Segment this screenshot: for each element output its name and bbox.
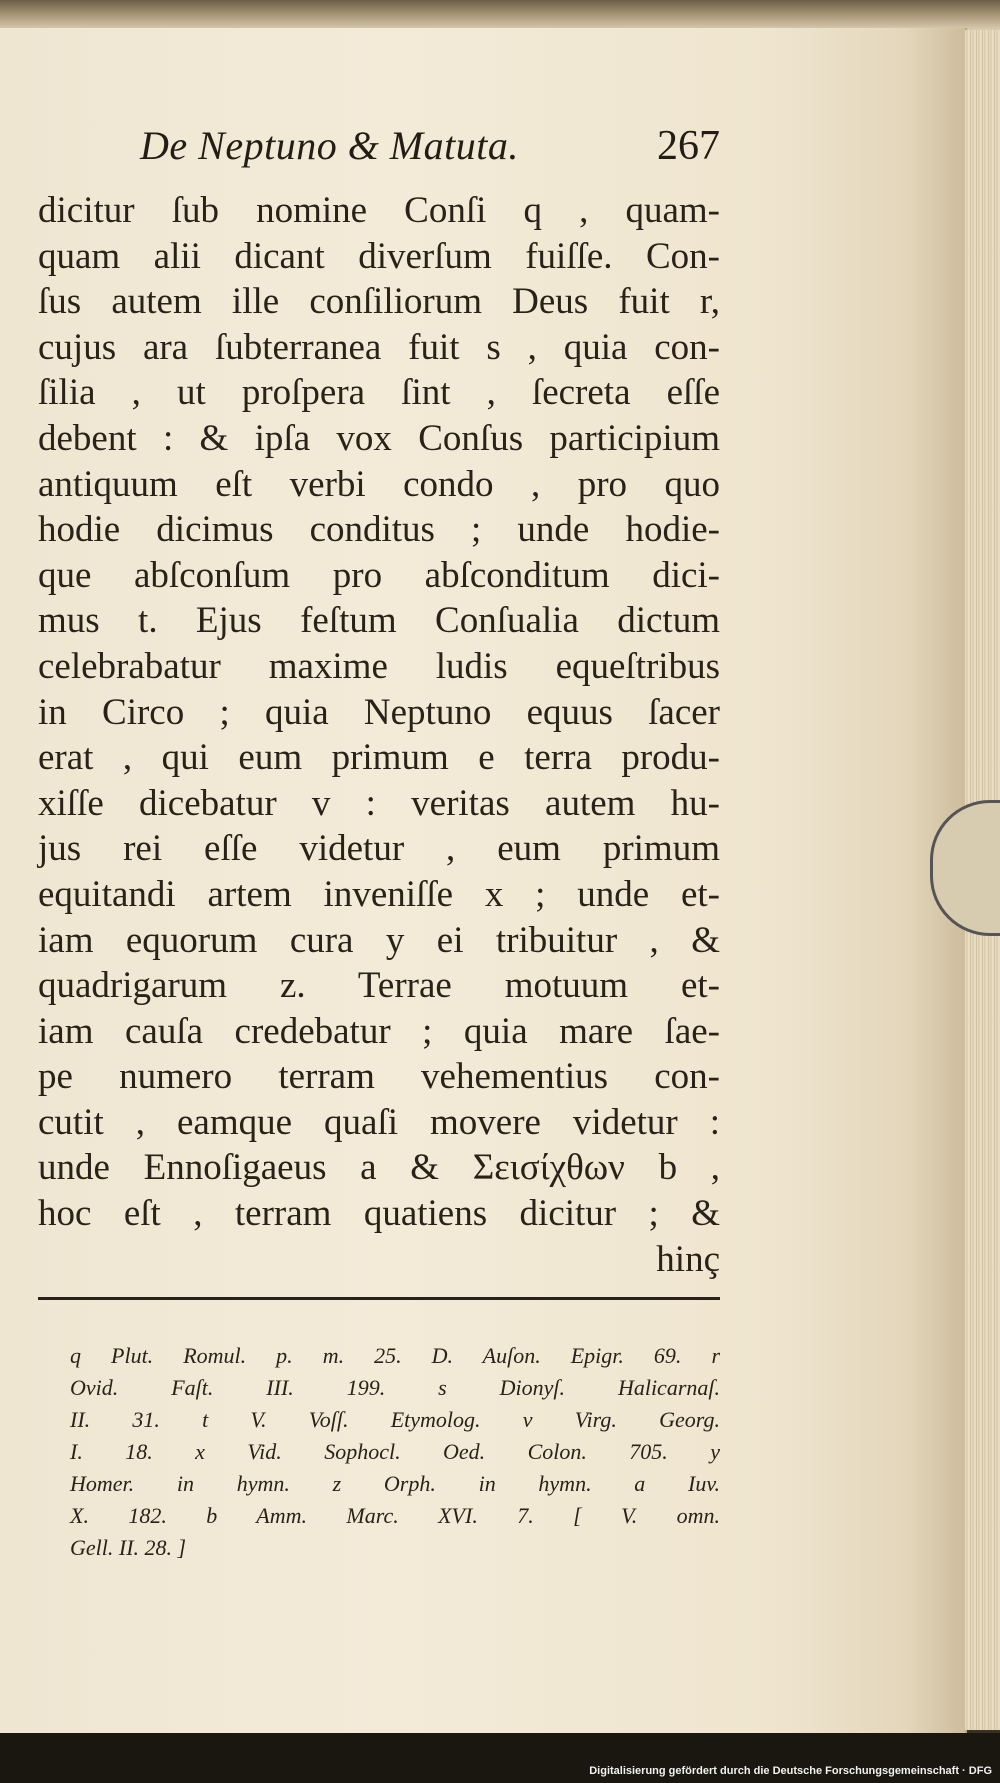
body-line: jus rei eſſe videtur , eum primum	[38, 828, 720, 870]
digitization-credit: Digitalisierung gefördert durch die Deutsche Forschungsgemeinschaft · DFG	[589, 1765, 992, 1777]
footnote-line: I. 18. x Vid. Sophocl. Oed. Colon. 705. y	[70, 1439, 720, 1464]
body-line: equitandi artem inveniſſe x ; unde et-	[38, 873, 720, 915]
footnote-rule	[38, 1297, 720, 1300]
body-line: antiquum eſt verbi condo , pro quo	[38, 463, 720, 505]
body-line: mus t. Ejus feſtum Conſualia dictum	[38, 600, 720, 642]
body-line: cujus ara ſubterranea fuit s , quia con-	[38, 326, 720, 368]
body-line: pe numero terram vehementius con-	[38, 1056, 720, 1098]
body-line: iam cauſa credebatur ; quia mare ſae-	[38, 1010, 720, 1052]
body-line: hoc eſt , terram quatiens dicitur ; &	[38, 1193, 720, 1235]
body-line: cutit , eamque quaſi movere videtur :	[38, 1101, 720, 1143]
page-number: 267	[657, 123, 720, 169]
footnote-line: Gell. II. 28. ]	[70, 1535, 187, 1560]
body-line: ſilia , ut proſpera ſint , ſecreta eſſe	[38, 372, 720, 414]
running-head: De Neptuno & Matuta.	[140, 123, 519, 168]
body-line: erat , qui eum primum e terra produ-	[38, 737, 720, 779]
body-line: celebrabatur maxime ludis equeſtribus	[38, 645, 720, 687]
book-top-edge	[0, 0, 1000, 30]
body-line: quam alii dicant diverſum fuiſſe. Con-	[38, 235, 720, 277]
body-line: unde Ennoſigaeus a & Σεισίχθων b ,	[38, 1147, 720, 1189]
body-text	[38, 188, 720, 1282]
body-line: iam equorum cura y ei tribuitur , &	[38, 919, 720, 961]
body-line: debent : & ipſa vox Conſus participium	[38, 417, 720, 459]
footnote-line: Homer. in hymn. z Orph. in hymn. a Iuv.	[70, 1471, 720, 1496]
body-line: dicitur ſub nomine Conſi q , quam-	[38, 190, 720, 231]
footnote-line: II. 31. t V. Voſſ. Etymolog. v Virg. Georg.	[70, 1407, 720, 1432]
footnote-line: Ovid. Faſt. III. 199. s Dionyſ. Halicarnaſ.	[70, 1375, 720, 1400]
page-header	[140, 122, 720, 182]
body-line: quadrigarum z. Terrae motuum et-	[38, 965, 720, 1007]
footnote-line: X. 182. b Amm. Marc. XVI. 7. [ V. omn.	[70, 1503, 720, 1528]
footnote-line: q Plut. Romul. p. m. 25. D. Auſon. Epigr. 69. r	[70, 1343, 720, 1368]
footnotes	[70, 1340, 720, 1564]
body-line: hodie dicimus conditus ; unde hodie-	[38, 509, 720, 551]
body-line: hinç	[656, 1238, 720, 1280]
body-line: que abſconſum pro abſconditum dici-	[38, 554, 720, 596]
body-line: xiſſe dicebatur v : veritas autem hu-	[38, 782, 720, 824]
body-line: ſus autem ille conſiliorum Deus fuit r,	[38, 281, 720, 323]
body-line: in Circo ; quia Neptuno equus ſacer	[38, 691, 720, 733]
